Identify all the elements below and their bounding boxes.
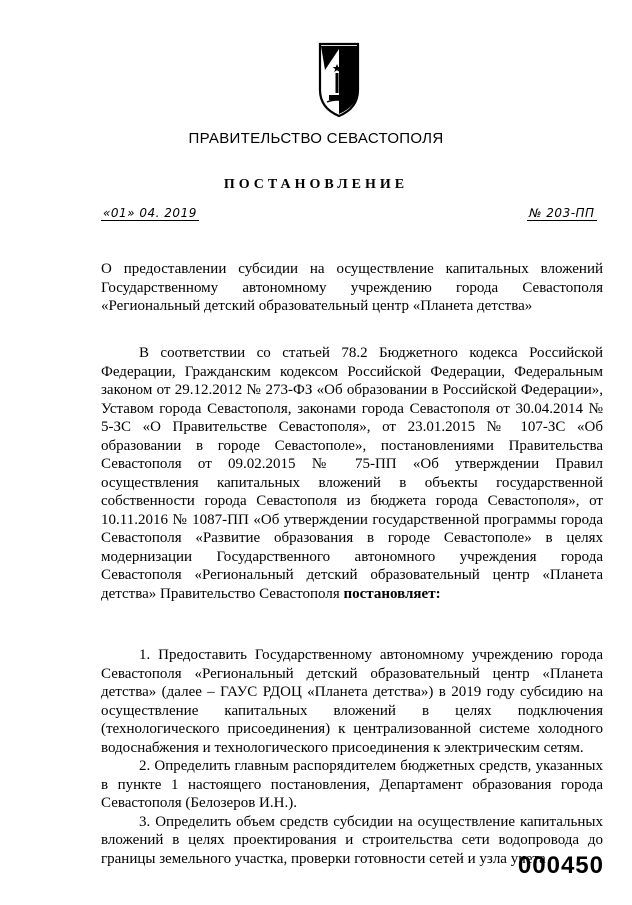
document-subject: О предоставлении субсидии на осуществление капитальных вложений Государственному автономному учреждению города Севастополя «Региональный детский образовательный центр «Планета детства» — [101, 261, 603, 314]
document-body — [101, 344, 603, 868]
preamble-text: В соответствии со статьей 78.2 Бюджетного кодекса Российской Федерации, Гражданским кодексом Российской Федерации, Федеральным законом от 29.12.2012 № 273-ФЗ «Об образовании в Российской Федерации», Уставом города Севастополя, законами города Севастополя от 30.04.2014 № 5-ЗС «О Правительстве Севастополя», от 23.01.2015 № 107-ЗС «Об образовании в городе Севастополе», постановлениями Правительства Севастополя от 09.02.2015 № 75-ПП «Об утверждении Правил осуществления капитальных вложений в объекты государственной собственности города Севастополя из бюджета города Севастополя», от 10.11.2016 № 1087-ПП «Об утверждении государственной программы города Севастополя «Развитие образования в городе Севастополе» в целях модернизации Государственного автономного учреждения города Севастополя «Региональный детский образовательный центр «Планета детства» Правительство Севастополя — [101, 345, 603, 602]
serial-number: 000450 — [517, 852, 604, 879]
date-value: «01» 04. 2019 — [103, 206, 197, 220]
number-value: № 203-ПП — [529, 206, 595, 220]
sevastopol-coat-of-arms — [317, 40, 361, 118]
clause-2: 2. Определить главным распорядителем бюджетных средств, указанных в пункте 1 настоящего постановления, Департамент образования города Севастополя (Белозеров И.Н.). — [101, 758, 603, 811]
document-date — [101, 205, 199, 222]
document-number — [527, 205, 597, 222]
document-type: ПОСТАНОВЛЕНИЕ — [223, 177, 409, 192]
decree-word: постановляет: — [343, 585, 441, 602]
clause-1: 1. Предоставить Государственному автономному учреждению города Севастополя «Региональный детский образовательный центр «Планета детства» (далее – ГАУС РДОЦ «Планета детства») в 2019 году субсидию на осуществление капитальных вложений в целях подключения (технологического присоединения) к централизованной системе холодного водоснабжения и технологического присоединения к электрическим сетям. — [101, 647, 603, 756]
preamble-paragraph — [101, 344, 603, 603]
clause-3: 3. Определить объем средств субсидии на осуществление капитальных вложений в целях проектирования и строительства сети водопровода до границы земельного участка, проверки готовности сетей и узла учета — [101, 813, 603, 867]
government-name: ПРАВИТЕЛЬСТВО СЕВАСТОПОЛЯ — [188, 130, 444, 147]
